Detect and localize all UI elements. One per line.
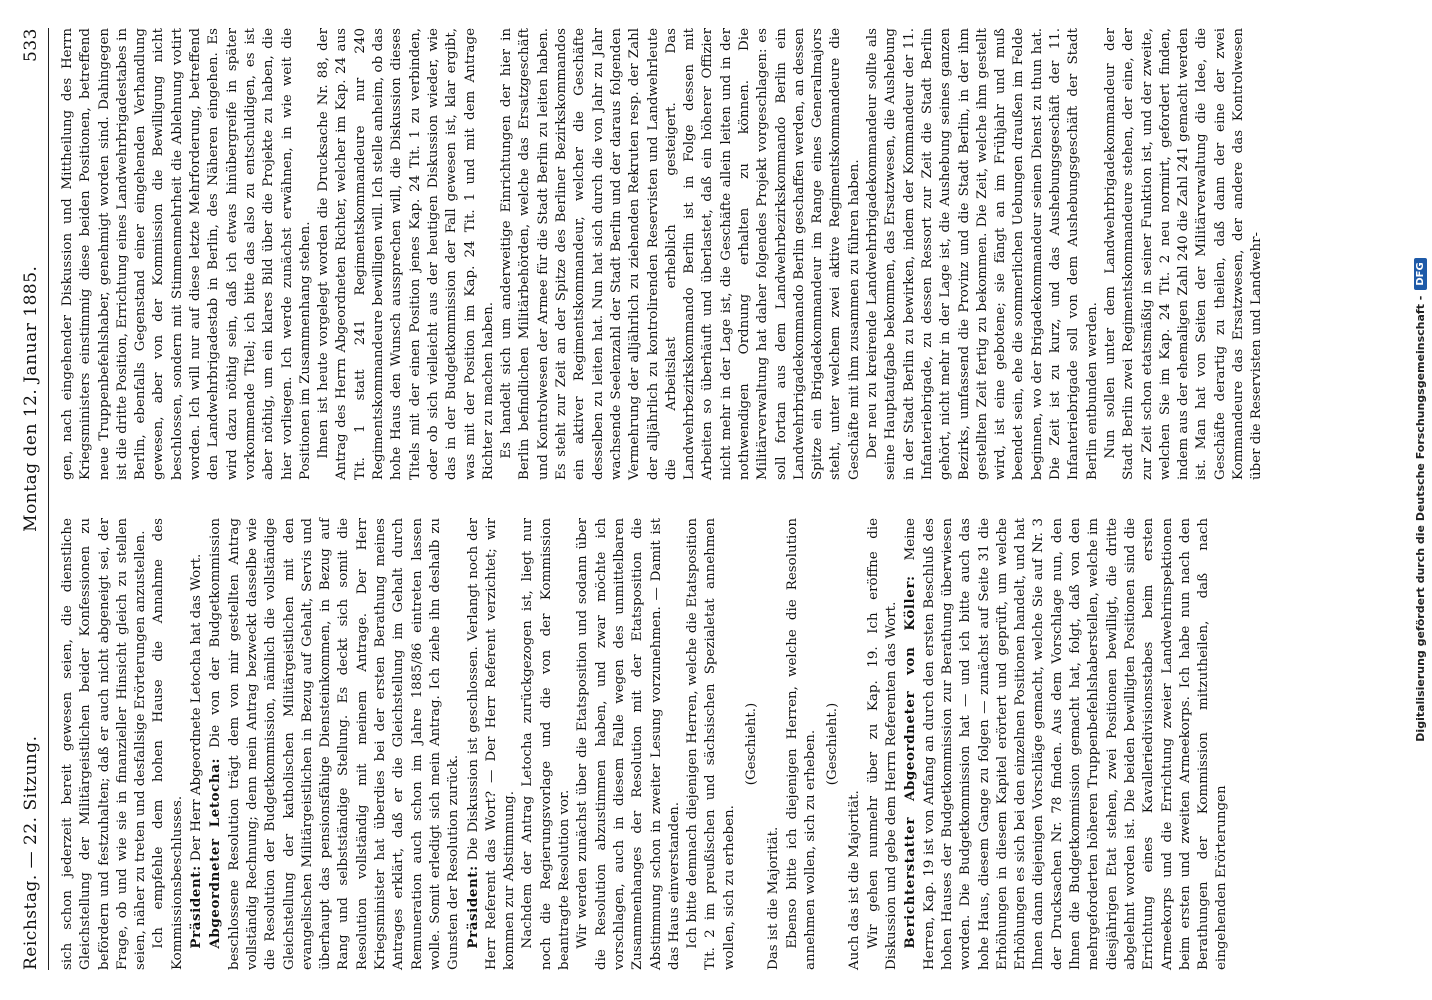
paragraph-text: Der neu zu kreirende Landwehrbrigadekommandeur sollte als seine Hauptaufgabe bekommen, das Ersatzwesen, die Aushebung in der Stadt Berlin zu bewirken, indem der Kommandeur der 11. Infanteriebrigade, zu dessen Ressort zur Zeit die Stadt Berlin gehört, nicht mehr in der Lage ist, die Aushebung seines ganzen Bezirks, umfassend die Provinz und die Stadt Berlin, in der ihm gestellten Zeit fertig zu bekommen. Die Zeit, welche ihm gestellt wird, ist eine gebotene; sie fängt an im Frühjahr und muß beendet sein, ehe die sommerlichen Uebungen draußen im Felde beginnen, wo der Brigadekommandeur seinen Dienst zu thun hat. Die Zeit ist zu kurz, und das Aushebungsgeschäft der 11. Infanteriebrigade soll von dem Aushebungsgeschäft der Stadt Berlin entbunden werden. [865, 28, 1100, 480]
header-left: Reichstag. — 22. Sitzung. [21, 735, 41, 970]
paragraph-text: (Geschieht.) [743, 702, 759, 786]
page-header [14, 28, 49, 970]
paragraph [784, 518, 821, 970]
paragraph [684, 518, 739, 970]
header-date: Montag den 12. Januar 1885. [21, 265, 41, 532]
paragraph-text: (Geschieht.) [825, 702, 841, 786]
left-column [59, 518, 1267, 970]
paragraph-text: Das ist die Majorität. [766, 826, 782, 970]
paragraph [315, 28, 498, 480]
paragraph [150, 518, 187, 970]
paragraph [187, 518, 206, 970]
paragraph [498, 28, 864, 480]
digitization-credit [1408, 0, 1432, 1000]
paragraph-text: Ihnen ist heute vorgelegt worden die Drucksache Nr. 88, der Antrag des Herrn Abgeordneten Richter, welcher im Kap. 24 aus Tit. 1 statt 241 Regimentskommandeure nur 240 Regimentskommandeure bewilligen will. Ich stelle anheim, ob das hohe Haus den Wunsch aussprechen will, die Diskussion dieses Titels mit der einen Position jenes Kap. 24 Tit. 1 zu verbinden, oder ob sich vielleicht aus der heutigen Diskussion wieder, wie das in der Budgetkommission der Fall gewesen ist, klar ergibt, was mit der Position im Kap. 24 Tit. 1 und mit dem Antrage Richter zu machen haben. [316, 28, 496, 480]
paragraph-text: Auch das ist die Majorität. [847, 790, 863, 970]
paragraph-text: Es handelt sich um anderweitige Einrichtungen der hier in Berlin befindlichen Militärbehörden, welche das Ersatzgeschäft und Kontrolwesen der Armee für die Stadt Berlin zu leiten haben. Es steht zur Zeit an der Spitze des Berliner Bezirkskommandos ein aktiver Regimentskommandeur, welcher die Geschäfte desselben zu leiten hat. Nun hat sich durch die von Jahr zu Jahr wachsende Seelenzahl der Stadt Berlin und der daraus folgenden Vermehrung der alljährlich zu ziehenden Rekruten resp. der Zahl der alljährlich zu kontrolirenden Reservisten und Landwehrleute die Arbeitslast erheblich gesteigert. Das Landwehrbezirkskommando Berlin ist in Folge dessen mit Arbeiten so überhäuft und überlastet, daß ein höherer Offizier nicht mehr in der Lage ist, die Geschäfte allein leiten und in der nothwendigen Ordnung erhalten zu können. Die Militärverwaltung hat daher folgendes Projekt vorgeschlagen: es soll fortan aus dem Landwehrbezirkskommando Berlin ein Landwehrbrigadekommando Berlin geschaffen werden, an dessen Spitze ein Brigadekommandeur im Range eines Generalmajors steht, unter welchem zwei aktive Regimentskommandeure die Geschäfte mit ihm zusammen zu führen haben. [499, 28, 862, 480]
right-column [59, 28, 1267, 480]
paragraph [864, 28, 1102, 480]
paragraph [519, 518, 574, 970]
speaker-name: Präsident: [464, 865, 481, 949]
paragraph [765, 518, 783, 970]
text-columns [59, 28, 1267, 970]
paragraph-text: Der Herr Abgeordnete Letocha hat das Wort. [189, 553, 205, 862]
paragraph-text: Ich bitte demnach diejenigen Herren, welche die Etatsposition Tit. 2 im preußischen und sächsischen Spezialetat annehmen wollen, sich zu erheben. [685, 518, 737, 970]
speaker-name: Berichterstatter Abgeordneter von Köller: [902, 575, 919, 949]
paragraph-text: Ich empfehle dem hohen Hause die Annahme des Kommissionsbeschlusses. [151, 518, 185, 970]
page-number: 533 [21, 28, 41, 62]
paragraph-text: Meine Herren, Kap. 19 ist von Anfang an durch den ersten Beschluß des hohen Hauses der Budgetkommission zur Berathung überwiesen worden. Die Budgetkommission hat — und ich bitte auch das hohe Haus, diesem Gange zu folgen — zunächst auf Seite 31 die Erhöhungen in diesem Kapitel erörtert und geprüft, um welche Erhöhungen es sich bei den einzelnen Positionen handelt, und hat Ihnen dann diejenigen Vorschläge gemacht, welche Sie auf Nr. 3 der Drucksachen Nr. 78 finden. Aus dem Vorschlage nun, den Ihnen die Budgetkommission gemacht hat, folgt, daß von den mehrgeforderten höheren Truppenbefehlshaberstellen, welche im diesjährigen Etat stehen, zwei Positionen bewilligt, die dritte abgelehnt worden ist. Die beiden bewilligten Positionen sind die Errichtung eines Kavalleriedivisionsstabes beim ersten Armeekorps und die Errichtung zweier Landwehrinspektionen beim ersten und zweiten Armeekorps. Ich habe nun nach den Berathungen der Kommission mitzutheilen, daß nach eingehenden Erörterungen [903, 518, 1230, 970]
paragraph-text: Wir gehen nunmehr über zu Kap. 19. Ich eröffne die Diskussion und gebe dem Herrn Referenten das Wort. [865, 518, 900, 970]
paragraph-text: Ebenso bitte ich diejenigen Herren, welche die Resolution annehmen wollen, sich zu erheben. [784, 518, 818, 970]
paragraph [59, 28, 315, 480]
paragraph-text: sich schon jederzeit bereit gewesen seien, die dienstliche Gleichstellung der Militärgeistlichen beider Konfessionen zu befördern und festzuhalten; daß er auch nicht abgeneigt sei, der Frage, ob und wie sie in finanzieller Hinsicht gleich zu stellen seien, näher zu treten und desfallsige Erörterungen anzustellen. [60, 518, 149, 970]
paragraph-text: Wir werden zunächst über die Etatsposition und sodann über die Resolution abzustimmen haben, und zwar möchte ich vorschlagen, auch in diesem Falle wegen des unmittelbaren Zusammenhanges der Resolution mit der Etatsposition die Abstimmung schon in zweiter Lesung vorzunehmen. — Damit ist das Haus einverstanden. [575, 518, 682, 970]
paragraph [901, 518, 1231, 970]
speaker-name: Präsident: [188, 865, 205, 949]
paragraph [206, 518, 463, 970]
paragraph-text: Die von der Budgetkommission beschlossene Resolution trägt dem von mir gestellten Antrag vollständig Rechnung; denn mein Antrag bezweckt dasselbe wie die Resolution der Budgetkommission, nämlich die vollständige Gleichstellung der katholischen Militärgeistlichen mit den evangelischen Militärgeistlichen in Bezug auf Gehalt, Servis und überhaupt das pensionsfähige Diensteinkommen, in Bezug auf Rang und selbstständige Stellung. Es deckt sich somit die Resolution vollständig mit meinem Antrage. Der Herr Kriegsminister hat überdies bei der ersten Berathung meines Antrages erklärt, daß er die Gleichstellung im Gehalt durch Remuneration auch schon im Jahre 1885/86 eintreten lassen wolle. Somit erledigt sich mein Antrag. Ich ziehe ihn deshalb zu Gunsten der Resolution zurück. [208, 517, 462, 970]
paragraph [824, 518, 842, 970]
paragraph [574, 518, 684, 970]
paragraph [846, 518, 864, 970]
paragraph [59, 518, 150, 970]
paragraph-text: Nun sollen unter dem Landwehrbrigadekommandeur der Stadt Berlin zwei Regimentskommandeure stehen, der eine, der zur Zeit schon etatsmäßig in seiner Funktion ist, und der zweite, welchen Sie im Kap. 24 Tit. 2 neu normirt, gefordert finden, indem aus der ehemaligen Zahl 240 die Zahl 241 gemacht werden ist. Man hat von Seiten der Militärverwaltung die Idee, die Geschäfte derartig zu theilen, daß dann der eine der zwei Kommandeure das Ersatzwesen, der andere das Kontrolwesen über die Reservisten und Landwehr- [1102, 28, 1265, 480]
paragraph-text: Die Diskussion ist geschlossen. Verlangt noch der Herr Referent das Wort? — Der Herr Referent verzichtet; wir kommen zur Abstimmung. [465, 518, 518, 970]
paragraph [865, 518, 902, 970]
paragraph-text: Nachdem der Antrag Letocha zurückgezogen ist, liegt nur noch die Regierungsvorlage und die von der Kommission beantragte Resolution vor. [520, 518, 573, 970]
paragraph [1102, 28, 1267, 480]
dfg-logo: DFG [1414, 258, 1427, 289]
speaker-name: Abgeordneter Letocha: [207, 757, 224, 949]
paragraph [464, 518, 520, 970]
credit-text: Digitalisierung gefördert durch die Deutsche Forschungsgemeinschaft - [1413, 295, 1427, 742]
paragraph-text: gen, nach eingehender Diskussion und Mittheilung des Herrn Kriegsministers einstimmig diese beiden Positionen, betreffend neue Truppenbefehlshaber, genehmigt worden sind. Dahingegen ist die dritte Position, Errichtung eines Landwehrbrigadestabes in Berlin, ebenfalls Gegenstand einer eingehenden Verhandlung gewesen, aber von der Kommission die Bewilligung nicht beschlossen, sondern mit Stimmenmehrheit die Ablehnung votirt worden. Ich will nur auf diese letzte Mehrforderung, betreffend den Landwehrbrigadestab in Berlin, des Näheren eingehen. Es wird dazu nöthig sein, daß ich etwas hinübergreife in später vorkommende Titel; ich bitte das also zu entschuldigen, es ist aber nöthig, um ein klares Bild über die Projekte zu haben, die hier vorliegen. Ich werde zunächst erwähnen, in wie weit die Positionen im Zusammenhang stehen. [60, 28, 313, 480]
paragraph [743, 518, 761, 970]
